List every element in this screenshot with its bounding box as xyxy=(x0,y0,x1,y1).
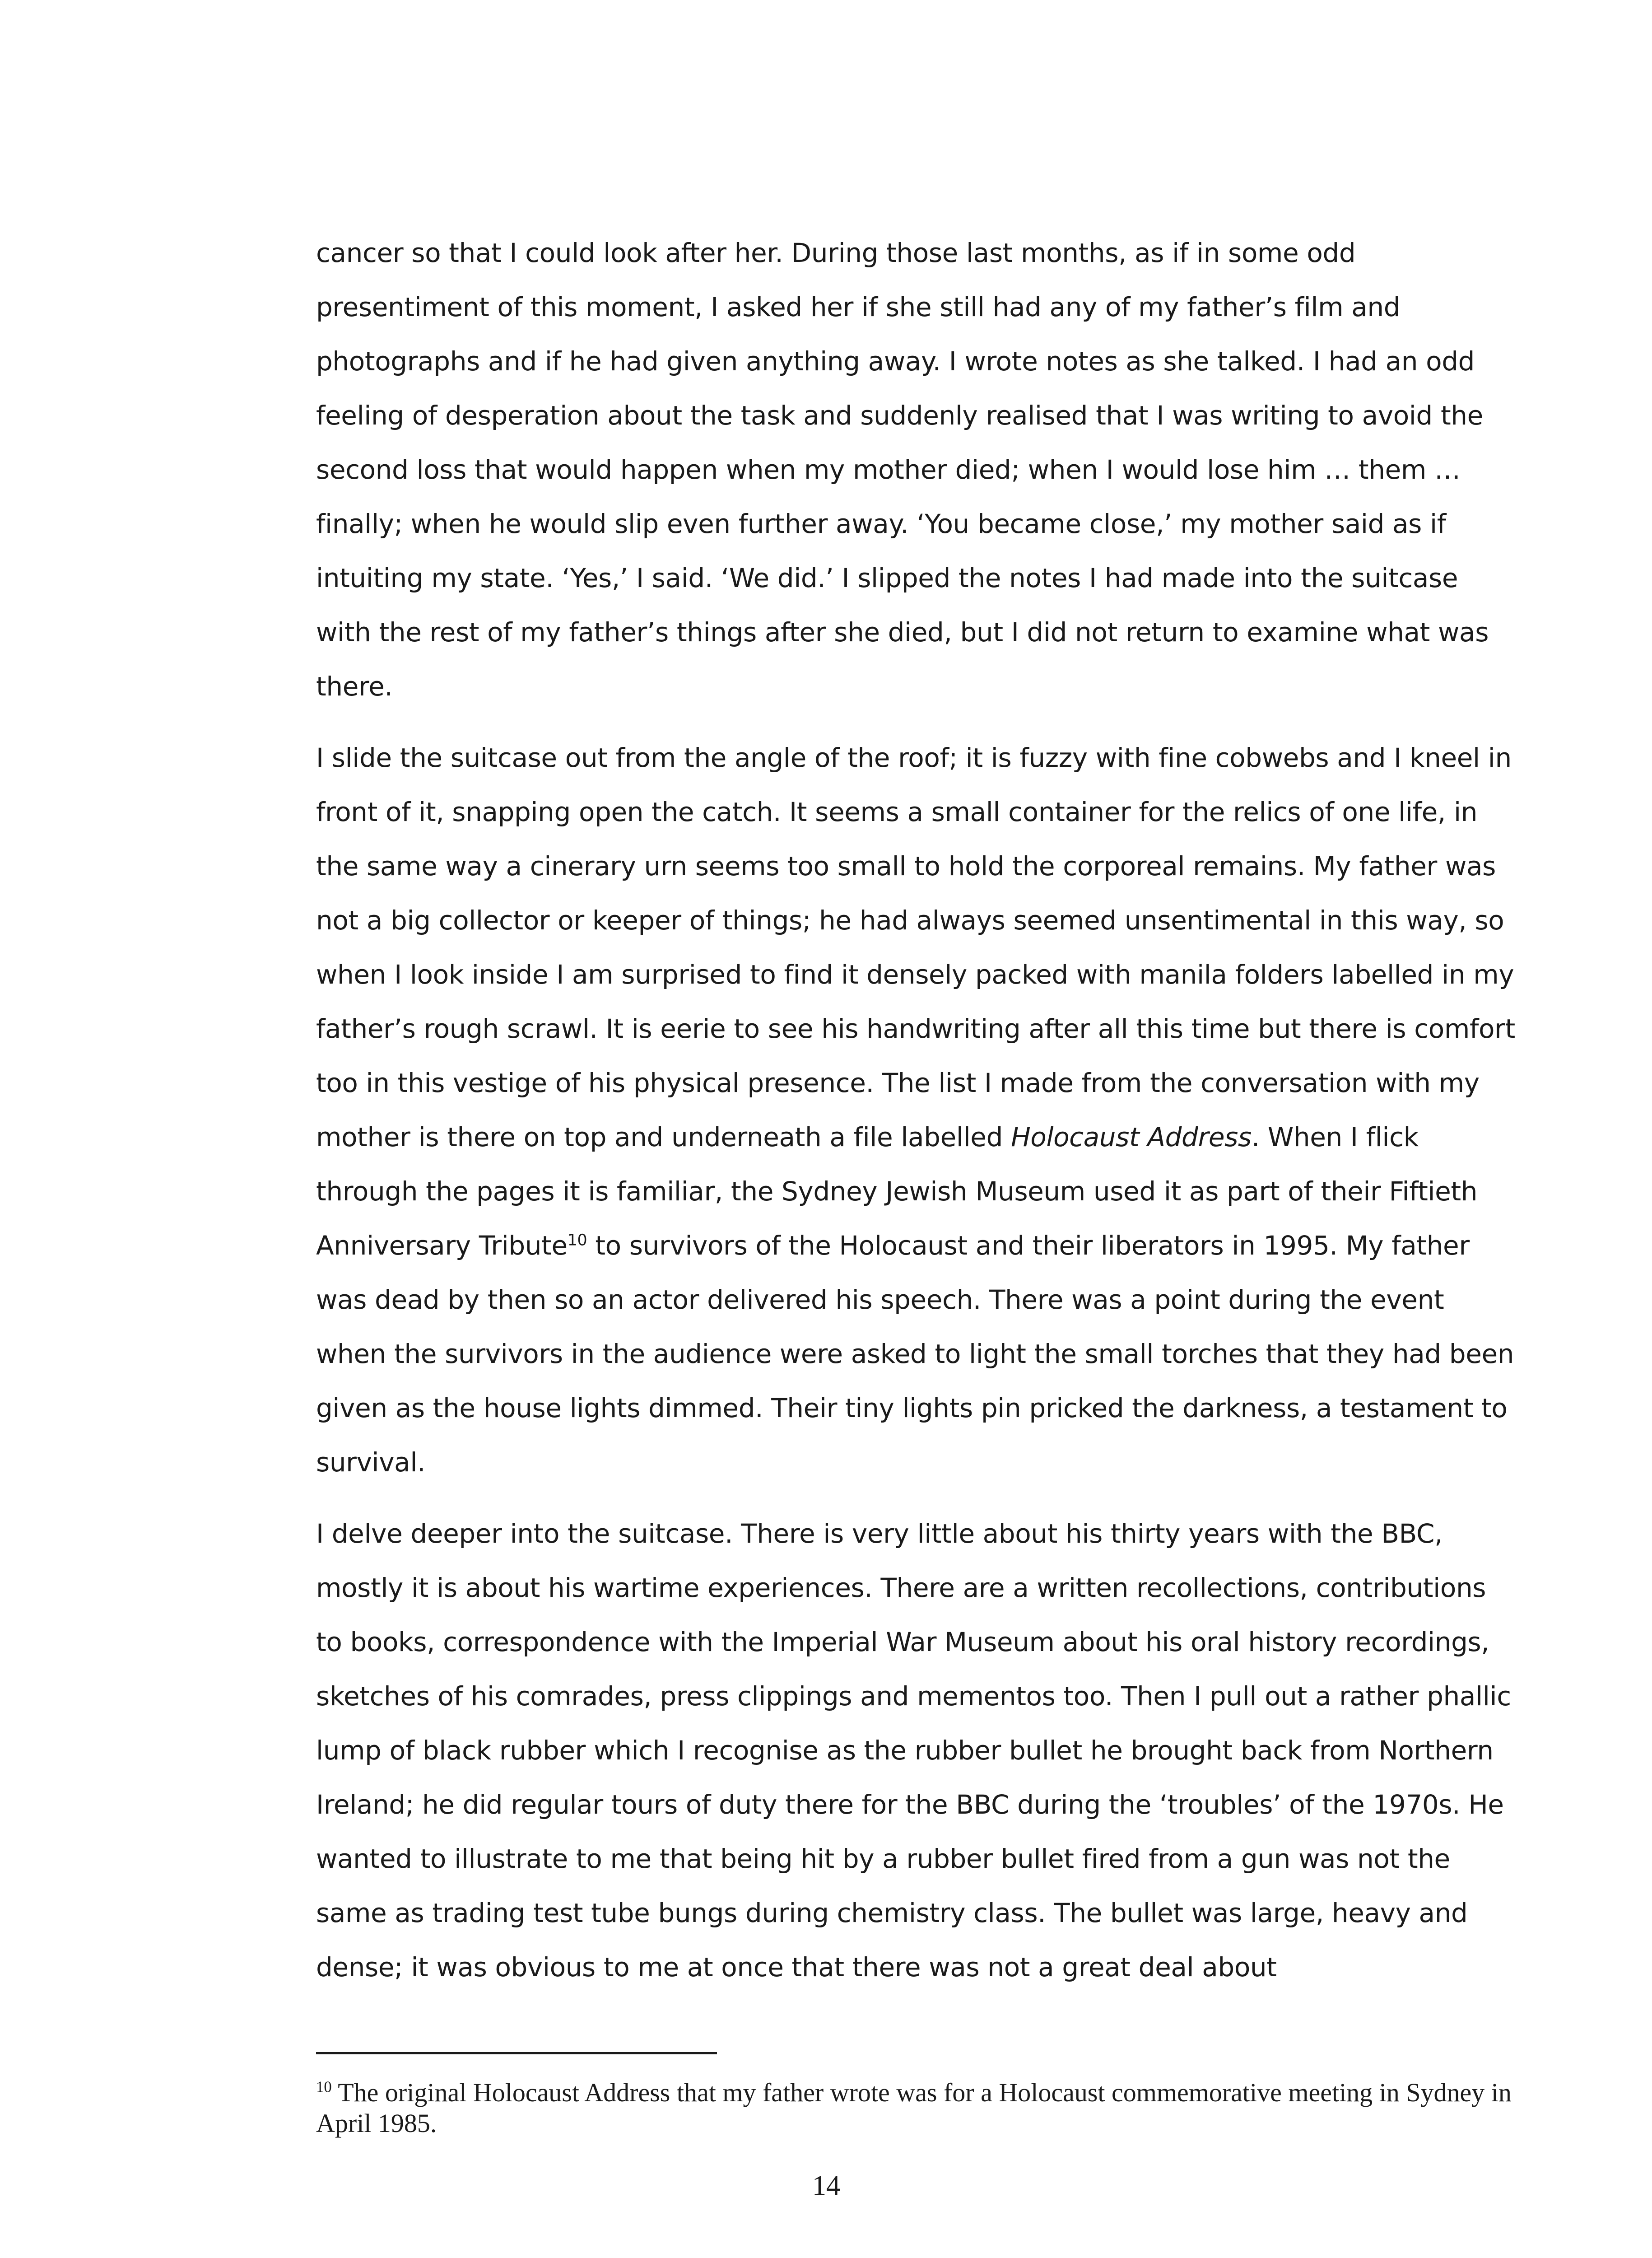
footnote-divider xyxy=(316,2052,717,2054)
paragraph-2-part-b: . When I flick through the pages it is familiar, the Sydney Jewish Museum used it as part of their Fiftieth Anniversary Tribute xyxy=(316,1122,1478,1261)
paragraph-3: I delve deeper into the suitcase. There is very little about his thirty years with the BBC, mostly it is about his wartime experiences. There are a written recollections, contributions to books, correspondence with the Imperial War Museum about his oral history recordings, sketches of his comrades, press clippings and mementos too. Then I pull out a rather phallic lump of black rubber which I recognise as the rubber bullet he brought back from Northern Ireland; he did regular tours of duty there for the BBC during the ‘troubles’ of the 1970s. He wanted to illustrate to me that being hit by a rubber bullet fired from a gun was not the same as trading test tube bungs during chemistry class. The bullet was large, heavy and dense; it was obvious to me at once that there was not a great deal about xyxy=(316,1518,1511,1983)
paragraph-2-part-c: to survivors of the Holocaust and their liberators in 1995. My father was dead by then so an actor delivered his speech. There was a point during the event when the survivors in the audience were asked to light the small torches that they had been given as the house lights dimmed. Their tiny lights pin pricked the darkness, a testament to survival. xyxy=(316,1230,1514,1478)
paragraph-2 xyxy=(316,731,1517,1489)
paragraph-1: cancer so that I could look after her. During those last months, as if in some odd presentiment of this moment, I asked her if she still had any of my father’s film and photographs and if he had given anything away. I wrote notes as she talked. I had an odd feeling of desperation about the task and suddenly realised that I was writing to avoid the second loss that would happen when my mother died; when I would lose him … them … finally; when he would slip even further away. ‘You became close,’ my mother said as if intuiting my state. ‘Yes,’ I said. ‘We did.’ I slipped the notes I had made into the suitcase with the rest of my father’s things after she died, but I did not return to examine what was there. xyxy=(316,238,1489,702)
page-number: 14 xyxy=(812,2170,840,2201)
footnote-text: The original Holocaust Address that my father wrote was for a Holocaust commemorative meeting in Sydney in April 1985. xyxy=(316,2078,1512,2138)
paragraph-2-part-a: I slide the suitcase out from the angle of the roof; it is fuzzy with fine cobwebs and I kneel in front of it, snapping open the catch. It seems a small container for the relics of one life, in the same way a cinerary urn seems too small to hold the corporeal remains. My father was not a big collector or keeper of things; he had always seemed unsentimental in this way, so when I look inside I am surprised to find it densely packed with manila folders labelled in my father’s rough scrawl. It is eerie to see his handwriting after all this time but there is comfort too in this vestige of his physical presence. The list I made from the conversation with my mother is there on top and underneath a file labelled xyxy=(316,742,1515,1152)
footnote-number: 10 xyxy=(316,2078,332,2096)
footnote-reference[interactable]: 10 xyxy=(567,1231,587,1250)
body-text xyxy=(316,226,1517,2011)
italic-title-holocaust-address: Holocaust Address xyxy=(1011,1122,1252,1152)
footnote xyxy=(316,2077,1517,2139)
